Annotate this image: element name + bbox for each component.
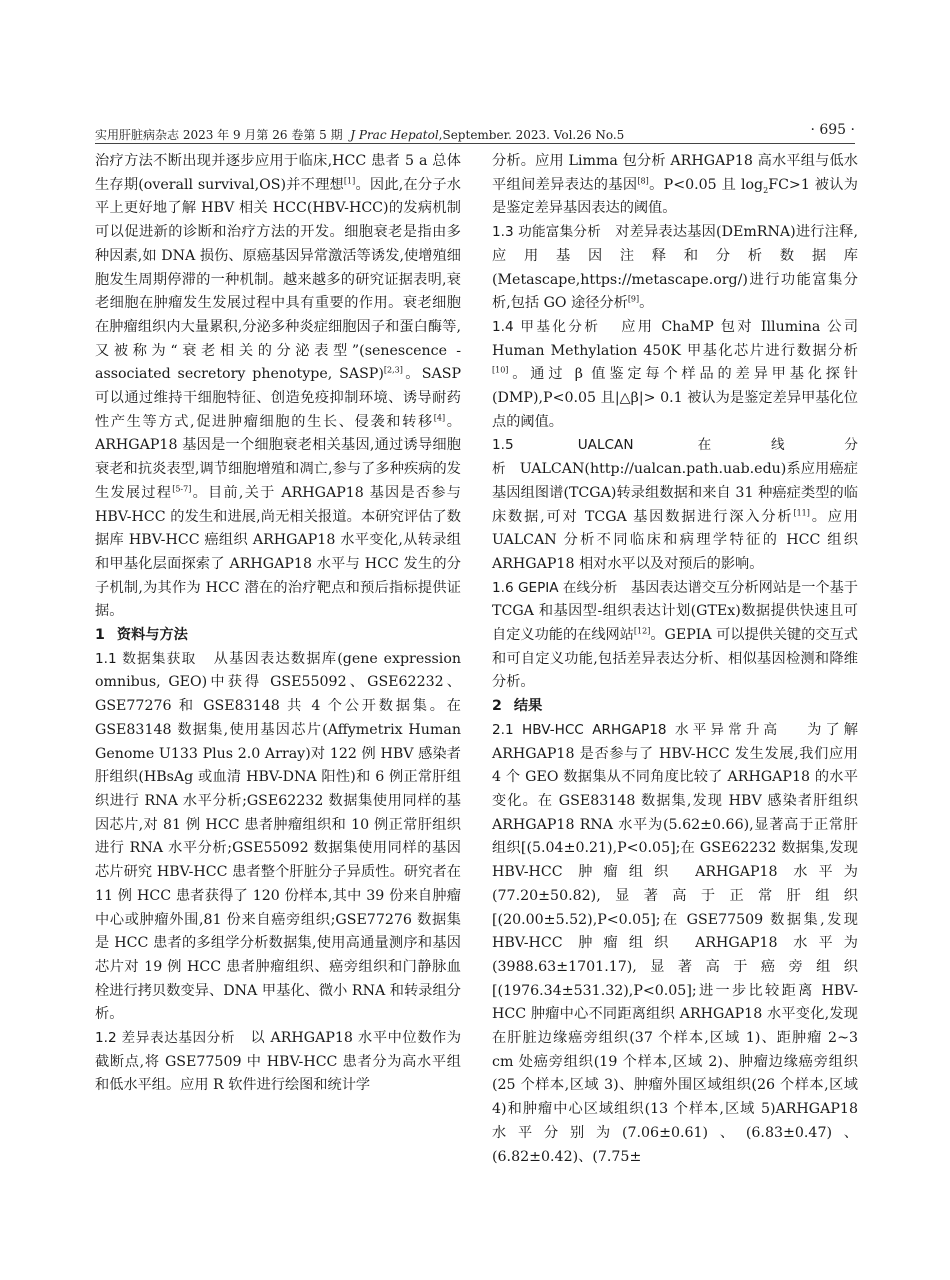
left-column — [95, 150, 461, 1098]
citation: [10] — [492, 365, 509, 375]
subsection-label: 1.5 UALCAN 在线分析 — [492, 437, 858, 478]
citation: [1] — [343, 175, 356, 185]
citation: [5-7] — [172, 484, 192, 494]
citation: [4] — [433, 413, 446, 422]
subsection-label: 2.1 HBV-HCC ARHGAP18 水平异常升高 — [492, 721, 782, 738]
subsection-1-3: 1.3 功能富集分析 对差异表达基因(DEmRNA)进行注释,应用基因注释和分析数据库(Metascape,https://metascape.org/)进行功能富集分析,包括 GO 途径分析[9]。 — [492, 224, 858, 312]
right-column — [492, 150, 858, 1169]
citation: [8] — [637, 175, 649, 185]
journal-citation — [95, 126, 624, 143]
issue-info: ,September. 2023. Vol.26 No.5 — [438, 128, 625, 142]
citation: [12] — [633, 626, 651, 636]
citation: [9] — [627, 294, 640, 304]
journal-name-cn: 实用肝脏病杂志 2023 年 9 月第 26 卷第 5 期 — [95, 128, 343, 142]
subsection-label: 1.3 功能富集分析 — [492, 224, 602, 241]
citation: [2,3] — [383, 365, 403, 375]
page-number: · 695 · — [810, 122, 855, 138]
subsection-1-6: 1.6 GEPIA 在线分析 基因表达谱交互分析网站是一个基于 TCGA 和基因型-组织表达计划(GTEx)数据提供快速且可自定义功能的在线网站[12]。GEPIA 可以提供关键的交互式和可自定义功能,包括差异表达分析、相似基因检测和降维分析。 — [492, 579, 858, 691]
subsection-1-2: 1.2 差异表达基因分析 以 ARHGAP18 水平中位数作为截断点,将 GSE77509 中 HBV-HCC 患者分为高水平组和低水平组。应用 R 软件进行绘图和统计学 — [95, 1030, 462, 1094]
subsection-label: 1.6 GEPIA 在线分析 — [492, 579, 618, 596]
journal-name-en: J Prac Hepatol — [350, 128, 439, 142]
subsection-2-1: 2.1 HBV-HCC ARHGAP18 水平异常升高 为了解 ARHGAP18 是否参与了 HBV-HCC 发生发展,我们应用 4 个 GEO 数据集从不同角度比较了 ARHGAP18 的水平变化。在 GSE83148 数据集,发现 HBV 感染者肝组织 ARHGAP18 RNA 水平为(5.62±0.66),显著高于正常肝组织[(5.04±0.21),P<0.05];在 GSE62232 数据集,发现 HBV-HCC 肿瘤组织 ARHGAP18 水平为(77.20±50.82),显著高于正常肝组织[(20.00±5.52),P<0.05];在 GSE77509 数据集,发现 HBV-HCC 肿瘤组织 ARHGAP18 水平为(3988.63±1701.17),显著高于癌旁组织[(1976.34±531.32),P<0.05];进一步比较距离 HBV-HCC 肿瘤中心不同距离组织 ARHGAP18 水平变化,发现在肝脏边缘癌旁组织(37 个样本,区域 1)、距肿瘤 2~3 cm 处癌旁组织(19 个样本,区域 2)、肿瘤边缘癌旁组织(25 个样本,区域 3)、肿瘤外围区域组织(26 个样本,区域 4)和肿瘤中心区域组织(13 个样本,区域 5)ARHGAP18 水平分别为(7.06±0.61)、(6.83±0.47)、(6.82±0.42)、(7.75± — [492, 721, 858, 1165]
intro-paragraph: 治疗方法不断出现并逐步应用于临床,HCC 患者 5 a 总体生存期(overall survival,OS)并不理想[1]。因此,在分子水平上更好地了解 HBV 相关 HCC(HBV-HCC)的发病机制可以促进新的诊断和治疗方法的开发。细胞衰老是指由多种因素,如 DNA 损伤、原癌基因异常激活等诱发,使增殖细胞发生周期停滞的一种机制。越来越多的研究证据表明,衰老细胞在肿瘤发生发展过程中具有重要的作用。衰老细胞在肿瘤组织内大量累积,分泌多种炎症细胞因子和蛋白酶等,又被称为“衰老相关的分泌表型”(senescence - associated secretory phenotype, SASP)[2,3]。SASP 可以通过维持干细胞特征、创造免疫抑制环境、诱导耐药性产生等方式,促进肿瘤细胞的生长、侵袭和转移[4]。ARHGAP18 基因是一个细胞衰老相关基因,通过诱导细胞衰老和抗炎表型,调节细胞增殖和凋亡,参与了多种疾病的发生发展过程[5-7]。目前,关于 ARHGAP18 基因是否参与 HBV-HCC 的发生和进展,尚无相关报道。本研究评估了数据库 HBV-HCC 癌组织 ARHGAP18 水平变化,从转录组和甲基化层面探索了 ARHGAP18 水平与 HCC 发生的分子机制,为其作为 HCC 潜在的治疗靶点和预后指标提供证据。 — [95, 153, 461, 620]
subsection-1-4: 1.4 甲基化分析 应用 ChaMP 包对 Illumina 公司 Human Methylation 450K 甲基化芯片进行数据分析[10]。通过 β 值鉴定每个样品的差异甲基化探针(DMP),P<0.05 且|△β|> 0.1 被认为是鉴定差异甲基化位点的阈值。 — [492, 318, 859, 430]
header-rule — [95, 143, 855, 144]
subsection-1-2-continued: 分析。应用 Limma 包分析 ARHGAP18 高水平组与低水平组间差异表达的基因[8]。P<0.05 且 $\log_2FC>1$ 被认为是鉴定差异基因表达的阈值。 — [492, 153, 858, 217]
section-heading-results: 2 结果 — [492, 698, 543, 715]
subsection-label: 1.4 甲基化分析 — [492, 318, 601, 335]
citation: [11] — [793, 507, 810, 517]
subsection-label: 1.1 数据集获取 — [95, 650, 197, 667]
subsection-1-1: 1.1 数据集获取 从基因表达数据库(gene expression omnibus, GEO)中获得 GSE55092、GSE62232、GSE77276 和 GSE83148 共 4 个公开数据集。在 GSE83148 数据集,使用基因芯片(Affymetrix Human Genome U133 Plus 2.0 Array)对 122 例 HBV 感染者肝组织(HBsAg 或血清 HBV-DNA 阳性)和 6 例正常肝组织进行 RNA 水平分析;GSE62232 数据集使用同样的基因芯片,对 81 例 HCC 患者肿瘤组织和 10 例正常肝组织进行 RNA 水平分析;GSE55092 数据集使用同样的基因芯片研究 HBV-HCC 患者整个肝脏分子异质性。研究者在 11 例 HCC 患者获得了 120 份样本,其中 39 份来自肿瘤中心或肿瘤外围,81 份来自癌旁组织;GSE77276 数据集是 HCC 患者的多组学分析数据集,使用高通量测序和基因芯片对 19 例 HCC 患者肿瘤组织、癌旁组织和门静脉血栓进行拷贝数变异、DNA 甲基化、微小 RNA 和转录组分析。 — [95, 650, 462, 1023]
running-header — [95, 122, 855, 144]
subsection-label: 1.2 差异表达基因分析 — [95, 1030, 236, 1047]
section-heading-methods: 1 资料与方法 — [95, 627, 188, 644]
subsection-1-5: 1.5 UALCAN 在线分析 UALCAN(http://ualcan.path.uab.edu)系应用癌症基因组图谱(TCGA)转录组数据和来自 31 种癌症类型的临床数据,可对 TCGA 基因数据进行深入分析[11]。应用 UALCAN 分析不同临床和病理学特征的 HCC 组织 ARHGAP18 相对水平以及对预后的影响。 — [492, 437, 858, 572]
